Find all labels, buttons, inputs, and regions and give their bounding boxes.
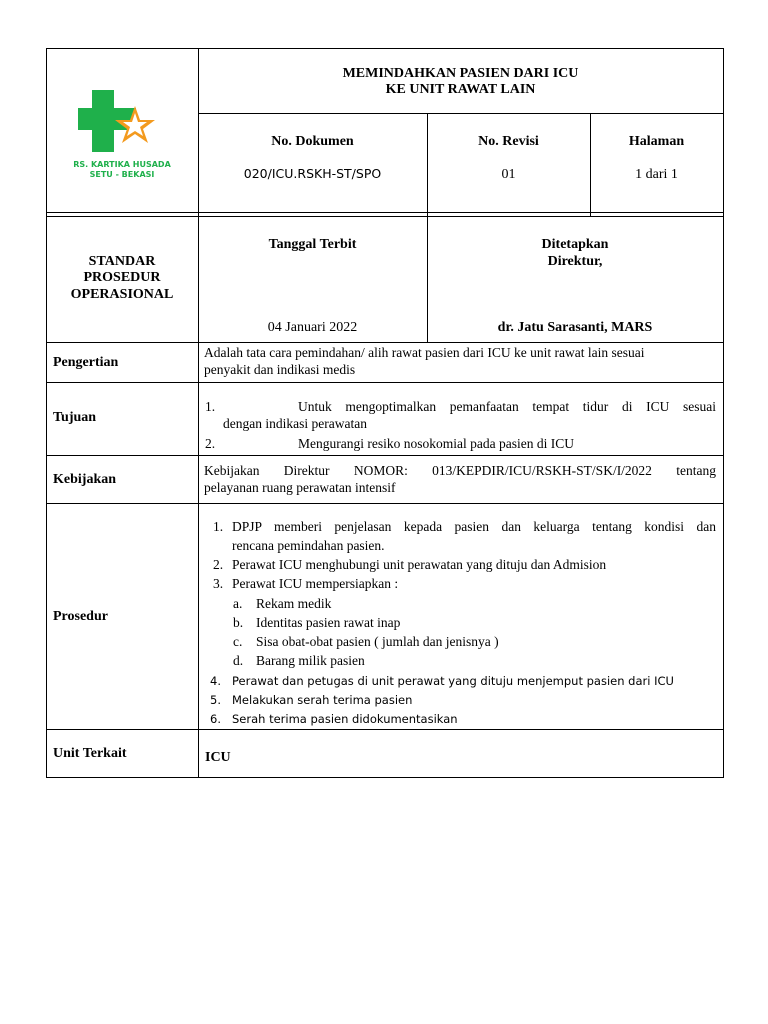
divider	[590, 113, 591, 216]
prosedur-step-6-text: Serah terima pasien didokumentasikan	[232, 712, 458, 726]
divider	[46, 503, 723, 504]
tujuan-item-2-line1: Mengurangi resiko nosokomial pada pasien di ICU	[298, 436, 574, 451]
tanggal-terbit-label: Tanggal Terbit	[268, 237, 357, 252]
prosedur-step-3-line1: Perawat ICU mempersiapkan :	[232, 576, 399, 591]
tujuan-item-1-num: 1.	[205, 399, 216, 414]
prosedur-sub-c-text: Sisa obat-obat pasien ( jumlah dan jenisnya )	[256, 634, 499, 649]
spo-title-line2: PROSEDUR	[83, 270, 161, 285]
tanggal-terbit-value: 04 Januari 2022	[267, 320, 358, 335]
kebijakan-line1: Kebijakan Direktur NOMOR: 013/KEPDIR/ICU/RSKH-ST/SK/I/2022 tentang	[204, 463, 716, 478]
prosedur-step-1-line2: rencana pemindahan pasien.	[232, 538, 385, 553]
ditetapkan-line2: Direktur,	[547, 254, 603, 269]
divider	[46, 212, 723, 213]
prosedur-step-4-num: 4.	[210, 674, 221, 688]
prosedur-step-6-num: 6.	[210, 712, 221, 726]
hospital-logo	[62, 84, 182, 184]
prosedur-step-1-num: 1.	[213, 519, 224, 534]
ditetapkan-line1: Ditetapkan	[541, 237, 609, 252]
unit-terkait-value: ICU	[205, 750, 231, 765]
divider	[46, 382, 723, 383]
prosedur-label: Prosedur	[53, 609, 108, 624]
prosedur-step-2-num: 2.	[213, 557, 224, 572]
logo-text-line1: RS. KARTIKA HUSADA	[73, 160, 171, 169]
divider	[46, 216, 723, 217]
prosedur-step-3-num: 3.	[213, 576, 224, 591]
prosedur-sub-b-num: b.	[233, 615, 244, 630]
no-revisi-label: No. Revisi	[478, 134, 539, 149]
direktur-name: dr. Jatu Sarasanti, MARS	[497, 320, 653, 335]
logo-cross-star-icon	[62, 84, 182, 184]
pengertian-label: Pengertian	[53, 355, 119, 370]
doc-title-line2: KE UNIT RAWAT LAIN	[385, 82, 536, 97]
unit-terkait-label: Unit Terkait	[53, 746, 127, 761]
tujuan-item-1-line1: Untuk mengoptimalkan pemanfaatan tempat tidur di ICU sesuai	[298, 399, 716, 414]
pengertian-line1: Adalah tata cara pemindahan/ alih rawat pasien dari ICU ke unit rawat lain sesuai	[204, 345, 645, 360]
divider	[198, 48, 199, 778]
prosedur-sub-b-text: Identitas pasien rawat inap	[256, 615, 401, 630]
divider	[46, 342, 723, 343]
divider	[46, 729, 723, 730]
no-dokumen-label: No. Dokumen	[271, 134, 354, 149]
tujuan-item-1-line2: dengan indikasi perawatan	[223, 416, 367, 431]
doc-title-line1: MEMINDAHKAN PASIEN DARI ICU	[342, 66, 579, 81]
prosedur-sub-d-text: Barang milik pasien	[256, 653, 365, 668]
spo-title-line3: OPERASIONAL	[70, 287, 174, 302]
prosedur-sub-a-text: Rekam medik	[256, 596, 332, 611]
spo-title-line1: STANDAR	[88, 254, 156, 269]
kebijakan-line2: pelayanan ruang perawatan intensif	[204, 480, 396, 495]
kebijakan-label: Kebijakan	[53, 472, 117, 487]
halaman-value: 1 dari 1	[635, 167, 678, 182]
logo-text-line2: SETU - BEKASI	[89, 170, 155, 179]
tujuan-label: Tujuan	[53, 410, 97, 425]
prosedur-step-5-text: Melakukan serah terima pasien	[232, 693, 413, 707]
pengertian-line2: penyakit dan indikasi medis	[204, 362, 356, 377]
no-dokumen-value: 020/ICU.RSKH-ST/SPO	[243, 166, 382, 181]
prosedur-sub-c-num: c.	[233, 634, 243, 649]
divider	[198, 113, 723, 114]
halaman-label: Halaman	[628, 134, 685, 149]
prosedur-step-1-line1: DPJP memberi penjelasan kepada pasien dan keluarga tentang kondisi dan	[232, 519, 716, 534]
no-revisi-value: 01	[501, 167, 516, 182]
divider	[46, 455, 723, 456]
prosedur-step-4-text: Perawat dan petugas di unit perawat yang dituju menjemput pasien dari ICU	[232, 674, 674, 688]
prosedur-step-5-num: 5.	[210, 693, 221, 707]
prosedur-step-2-line1: Perawat ICU menghubungi unit perawatan yang dituju dan Admision	[232, 557, 607, 572]
tujuan-item-2-num: 2.	[205, 436, 216, 451]
prosedur-sub-d-num: d.	[233, 653, 244, 668]
prosedur-sub-a-num: a.	[233, 596, 243, 611]
